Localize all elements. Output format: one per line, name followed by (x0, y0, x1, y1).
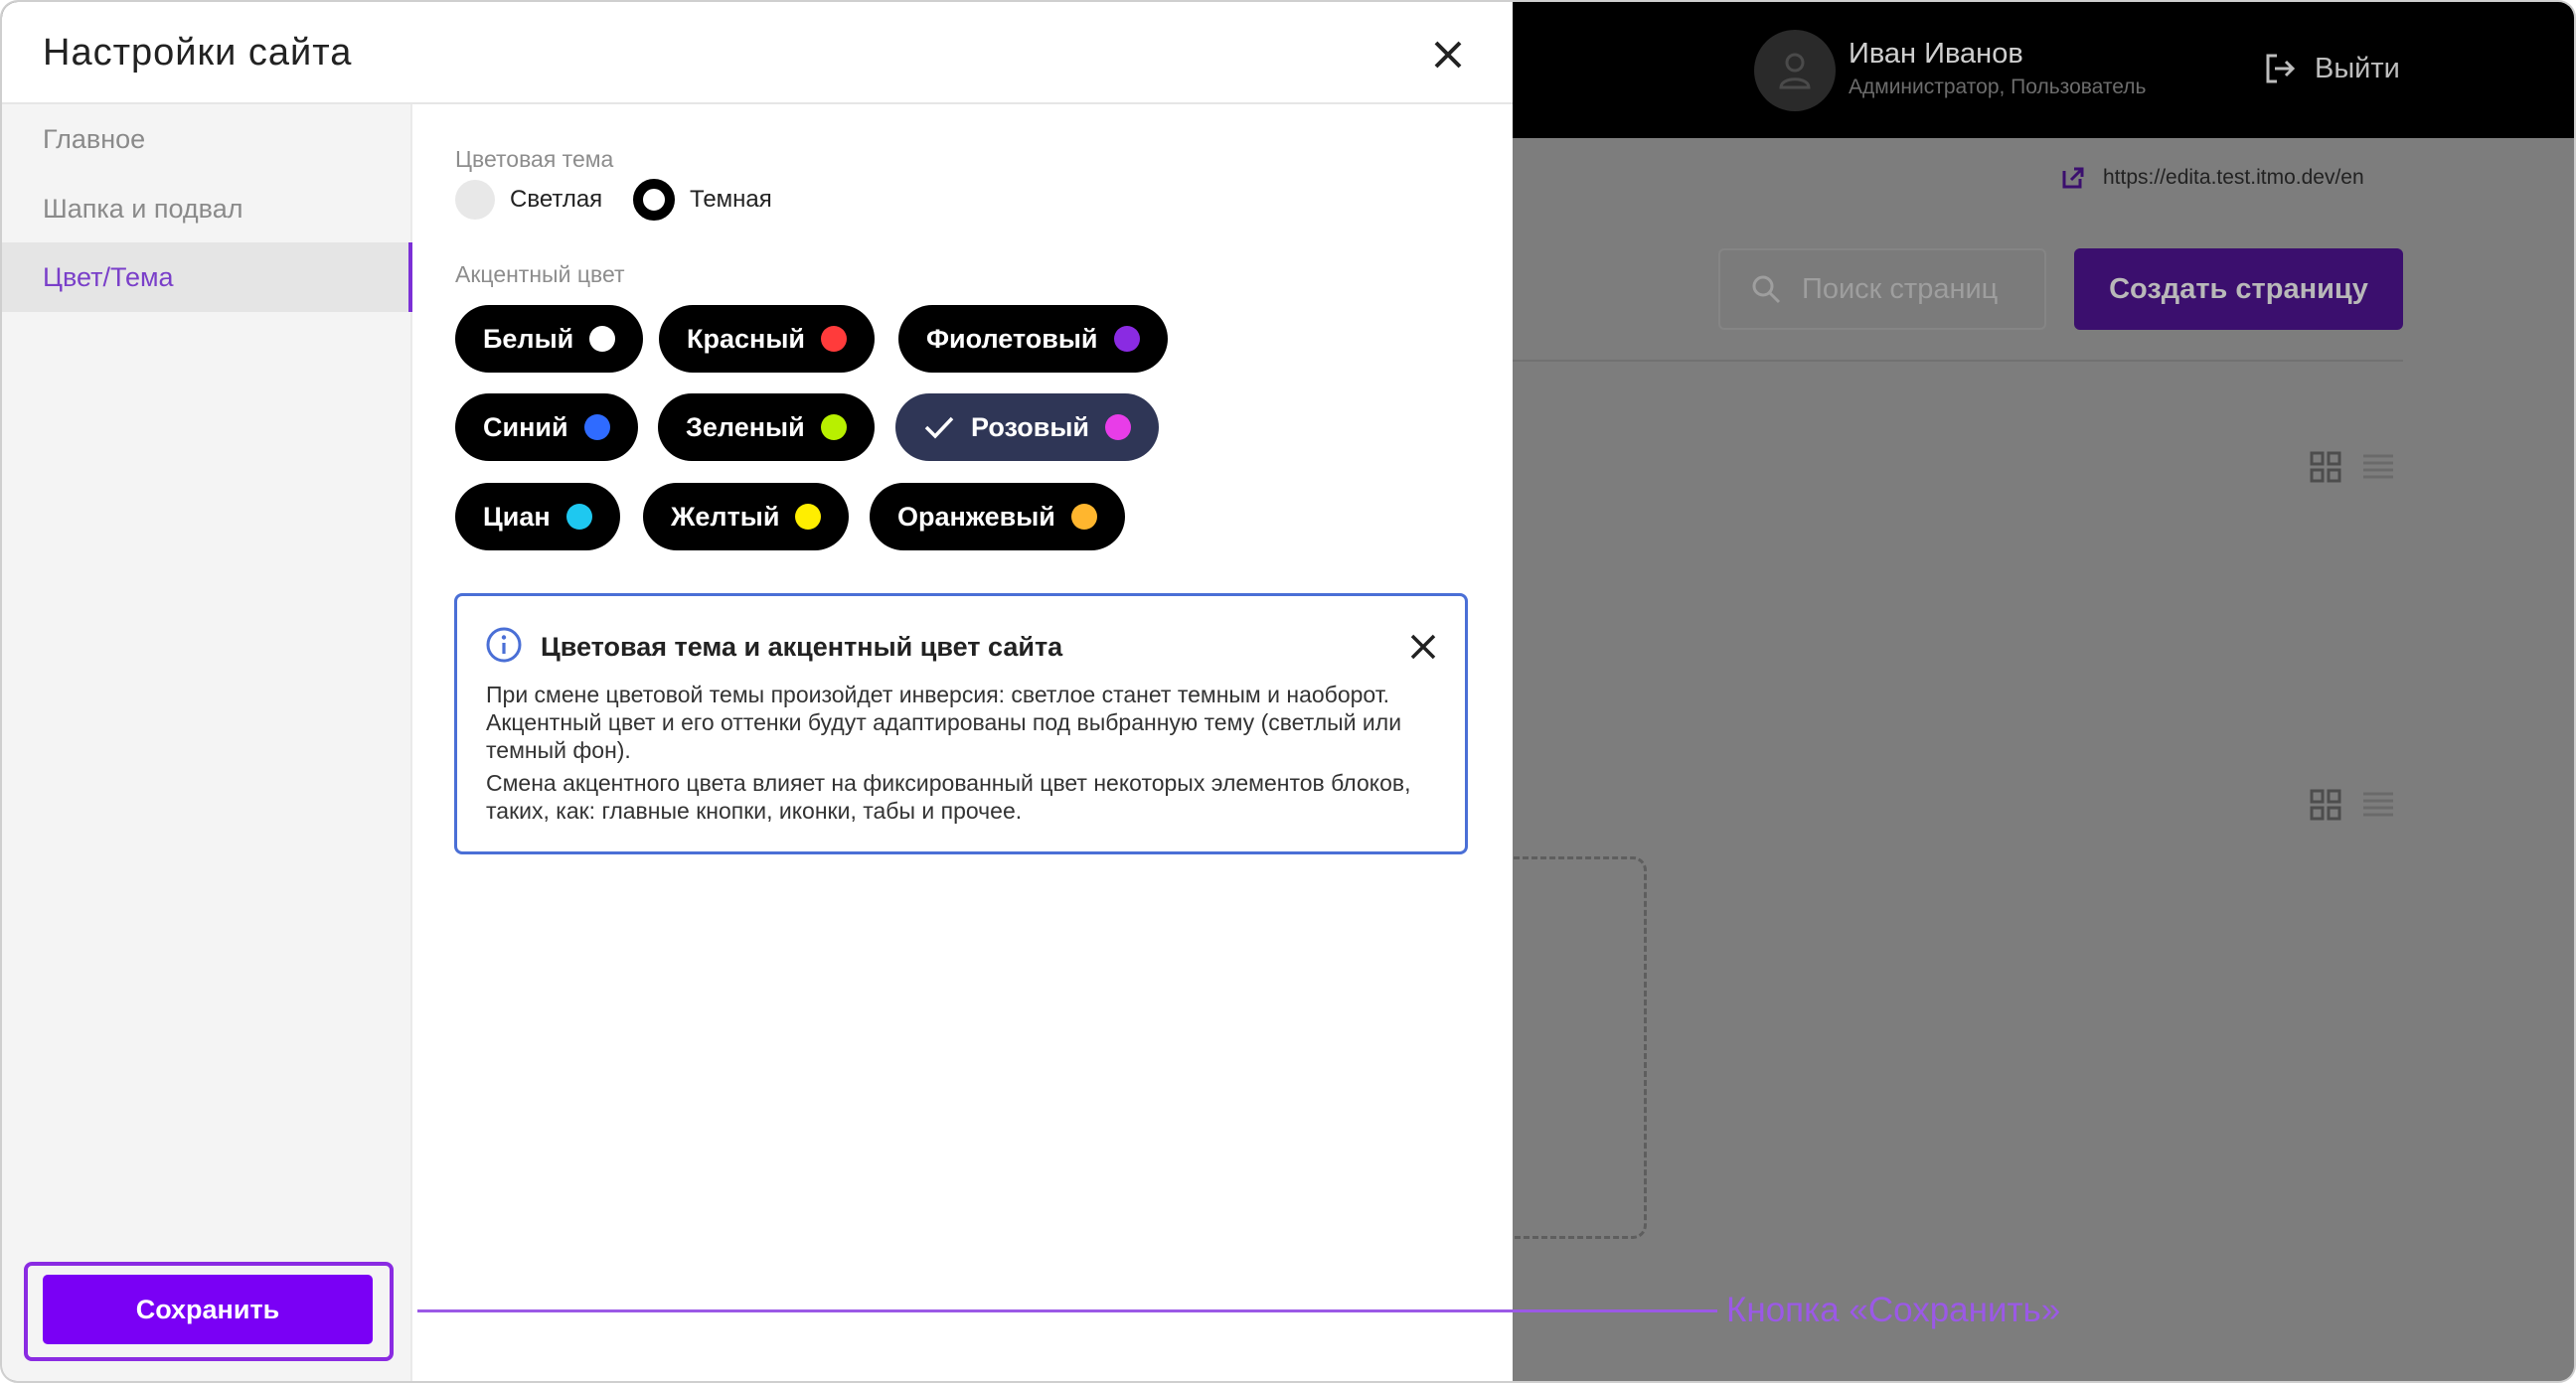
grid-view-icon[interactable] (2310, 789, 2341, 821)
accent-chip-blue[interactable] (455, 393, 638, 461)
accent-chip-red[interactable] (659, 305, 875, 373)
grid-view-icon[interactable] (2310, 451, 2341, 483)
accent-chip-white[interactable] (455, 305, 643, 373)
accent-chip-pink[interactable] (895, 393, 1159, 461)
create-page-button[interactable]: Создать страницу (2074, 248, 2403, 330)
sidebar-item-header-footer[interactable]: Шапка и подвал (43, 193, 243, 224)
info-box (454, 593, 1468, 854)
search-placeholder: Поиск страниц (1802, 272, 1999, 305)
modal-header (2, 2, 1513, 104)
theme-radio-label: Темная (690, 186, 772, 213)
info-paragraph: При смене цветовой темы произойдет инверсия: светлое станет темным и наоборот. Акцентный цвет и его оттенки будут адаптированы под выбранную тему (светлый или темный фон). (486, 682, 1402, 763)
info-paragraph: Смена акцентного цвета влияет на фиксированный цвет некоторых элементов блоков, таких, как: главные кнопки, иконки, табы и прочее. (486, 770, 1411, 824)
site-url-link[interactable] (2061, 166, 2364, 190)
logout-label: Выйти (2315, 52, 2400, 84)
close-icon[interactable] (1428, 35, 1468, 75)
view-toggle (2310, 789, 2395, 821)
color-dot (566, 504, 592, 530)
chip-label: Желтый (671, 501, 780, 532)
user-name: Иван Иванов (1849, 38, 2023, 70)
search-icon (1750, 273, 1782, 305)
chip-label: Розовый (971, 411, 1089, 442)
site-settings-modal (2, 2, 1513, 1383)
chip-label: Зеленый (686, 411, 805, 442)
radio-unselected-icon (455, 180, 495, 220)
logout-button[interactable] (2263, 52, 2400, 85)
user-role: Администратор, Пользователь (1849, 76, 2147, 98)
page-search[interactable] (1718, 248, 2046, 330)
user-icon (1778, 52, 1812, 89)
annotation-label: Кнопка «Сохранить» (1726, 1291, 2061, 1329)
sidebar-item-color-theme[interactable]: Цвет/Тема (2, 242, 412, 312)
settings-sidebar (2, 104, 412, 1383)
logout-icon (2263, 52, 2297, 85)
accent-chip-violet[interactable] (898, 305, 1168, 373)
settings-content (412, 104, 1513, 1383)
theme-radio-label: Светлая (510, 186, 603, 213)
modal-title: Настройки сайта (43, 32, 353, 74)
list-view-icon[interactable] (2361, 451, 2395, 483)
info-icon (485, 626, 523, 664)
info-title: Цветовая тема и акцентный цвет сайта (541, 632, 1063, 662)
color-theme-label: Цветовая тема (455, 146, 614, 172)
close-icon[interactable] (1406, 630, 1440, 664)
chip-label: Синий (483, 411, 568, 442)
accent-color-label: Акцентный цвет (455, 261, 625, 287)
view-toggle (2310, 451, 2395, 483)
color-dot (1071, 504, 1097, 530)
color-dot (821, 414, 847, 440)
list-view-icon[interactable] (2361, 789, 2395, 821)
chip-label: Белый (483, 323, 574, 354)
avatar[interactable] (1754, 30, 1836, 111)
chip-label: Фиолетовый (926, 323, 1098, 354)
theme-radio-dark[interactable] (633, 179, 772, 221)
color-dot (795, 504, 821, 530)
external-link-icon (2061, 166, 2085, 190)
color-dot (1114, 326, 1140, 352)
sidebar-item-main[interactable]: Главное (43, 123, 146, 154)
chip-label: Оранжевый (897, 501, 1055, 532)
theme-radio-light[interactable] (455, 180, 602, 220)
site-url: https://edita.test.itmo.dev/en (2103, 166, 2364, 189)
annotation-line (417, 1309, 1717, 1312)
accent-chip-green[interactable] (658, 393, 875, 461)
divider (1513, 360, 2403, 362)
radio-selected-icon (633, 179, 675, 221)
color-dot (821, 326, 847, 352)
check-icon (923, 414, 955, 440)
save-button[interactable]: Сохранить (43, 1275, 373, 1344)
accent-chip-orange[interactable] (870, 483, 1125, 550)
color-dot (589, 326, 615, 352)
color-dot (584, 414, 610, 440)
accent-chip-yellow[interactable] (643, 483, 849, 550)
chip-label: Циан (483, 501, 551, 532)
chip-label: Красный (687, 323, 805, 354)
color-dot (1105, 414, 1131, 440)
accent-chip-cyan[interactable] (455, 483, 620, 550)
